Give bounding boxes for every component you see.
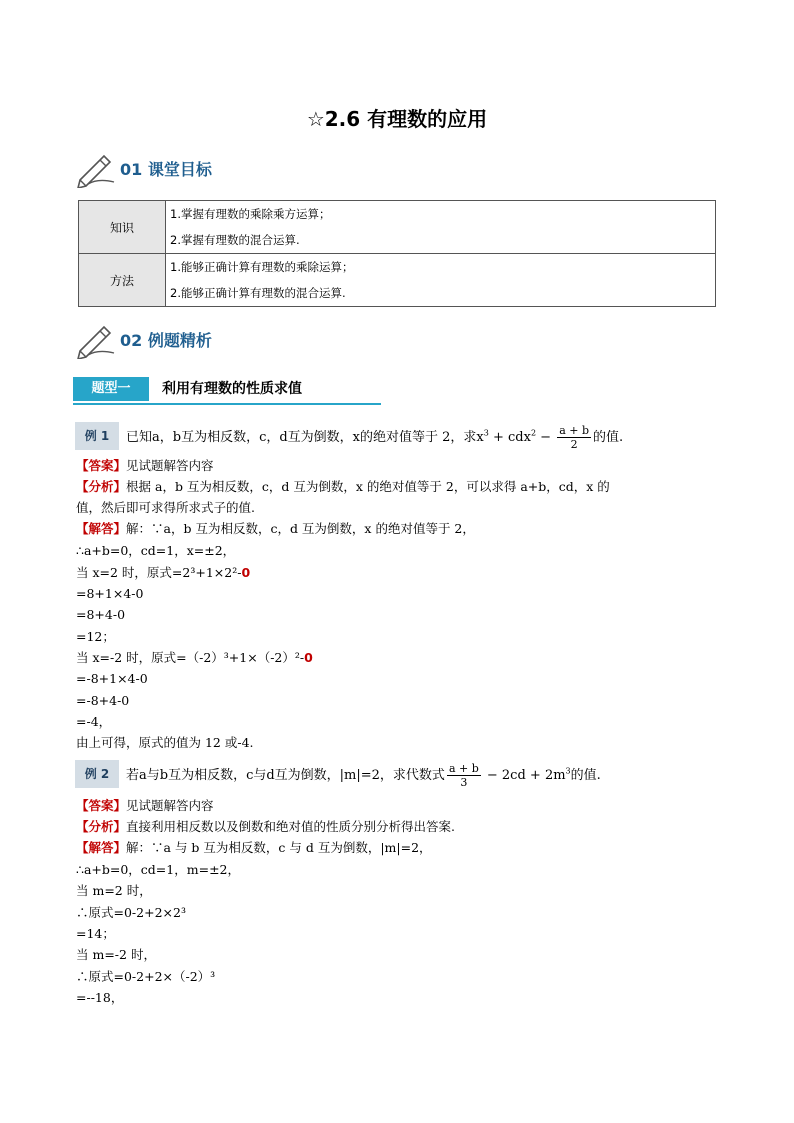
solution-line: 【解答】解：∵a 与 b 互为相反数，c 与 d 互为倒数，|m|=2， (76, 840, 432, 855)
solution-line: =14； (76, 926, 115, 941)
solution-line: =-8+1×4-0 (76, 671, 148, 686)
type-title: 利用有理数的性质求值 (162, 381, 302, 397)
goal-item: 1.掌握有理数的乘除乘方运算； (170, 207, 331, 221)
fraction: $\frac{a + b}{3}$ (448, 762, 479, 789)
divider (73, 403, 381, 405)
solution-line: ∴原式=0-2+2×（-2）³ (76, 969, 216, 984)
solution-line: 当 x=-2 时，原式=（-2）³+1×（-2）²-0 (76, 650, 313, 665)
solution-line: =8+4-0 (76, 607, 126, 622)
table-row (79, 254, 716, 307)
section-title-examples: 02 例题精析 (120, 331, 212, 350)
goal-item: 2.掌握有理数的混合运算. (170, 233, 300, 247)
goal-item: 1.能够正确计算有理数的乘除运算； (170, 260, 354, 274)
goal-item: 2.能够正确计算有理数的混合运算. (170, 286, 346, 300)
type-header (73, 375, 381, 405)
fraction: $\frac{a + b}{2}$ (559, 424, 590, 451)
analysis-line: 【分析】根据 a，b 互为相反数，c，d 互为倒数，x 的绝对值等于 2，可以求得 a+b，cd，x 的 (76, 479, 610, 494)
solution-line: 当 x=2 时，原式=2³+1×2²-0 (76, 565, 251, 580)
section-title-goals: 01 课堂目标 (120, 160, 212, 179)
answer-line: 【答案】见试题解答内容 (76, 798, 214, 813)
solution-line: =12； (76, 629, 115, 644)
goal-label: 方法 (79, 254, 166, 307)
solution-line: =-4， (76, 714, 112, 729)
analysis-line: 值，然后即可求得所求式子的值. (76, 500, 255, 515)
goal-label: 知识 (79, 201, 166, 254)
solution-line: 当 m=2 时， (76, 883, 152, 898)
answer-line: 【答案】见试题解答内容 (76, 458, 214, 473)
table-row (79, 201, 716, 254)
solution-line: =--18， (76, 990, 124, 1005)
solution-line: 由上可得，原式的值为 12 或-4. (76, 735, 254, 750)
example-tag: 例 1 (75, 422, 119, 450)
example-tag: 例 2 (75, 760, 119, 788)
example-question: 若a与b互为相反数，c与d互为倒数，|m|=2，求代数式 $\frac{a + b}{3}$ − $2cd + 2m^3$的值. (126, 762, 601, 789)
pencil-icon (74, 150, 116, 188)
example-question: 已知a，b互为相反数，c，d互为倒数，x的绝对值等于 2，求$x^3 + cdx^2$ − $\frac{a + b}{2}$ 的值. (126, 424, 624, 451)
page-title: ☆2.6 有理数的应用 (306, 107, 488, 131)
pencil-icon (74, 321, 116, 359)
solution-line: ∴a+b=0，cd=1，x=±2， (76, 543, 236, 558)
solution-line: =-8+4-0 (76, 693, 130, 708)
solution-line: ∴原式=0-2+2×2³ (76, 905, 186, 920)
solution-line: =8+1×4-0 (76, 586, 144, 601)
type-tag: 题型一 (73, 377, 149, 401)
solution-line: 【解答】解：∵a，b 互为相反数，c，d 互为倒数，x 的绝对值等于 2， (76, 521, 475, 536)
goals-table (78, 200, 716, 307)
solution-line: 当 m=-2 时， (76, 947, 156, 962)
solution-line: ∴a+b=0，cd=1，m=±2， (76, 862, 240, 877)
analysis-line: 【分析】直接利用相反数以及倒数和绝对值的性质分别分析得出答案. (76, 819, 455, 834)
